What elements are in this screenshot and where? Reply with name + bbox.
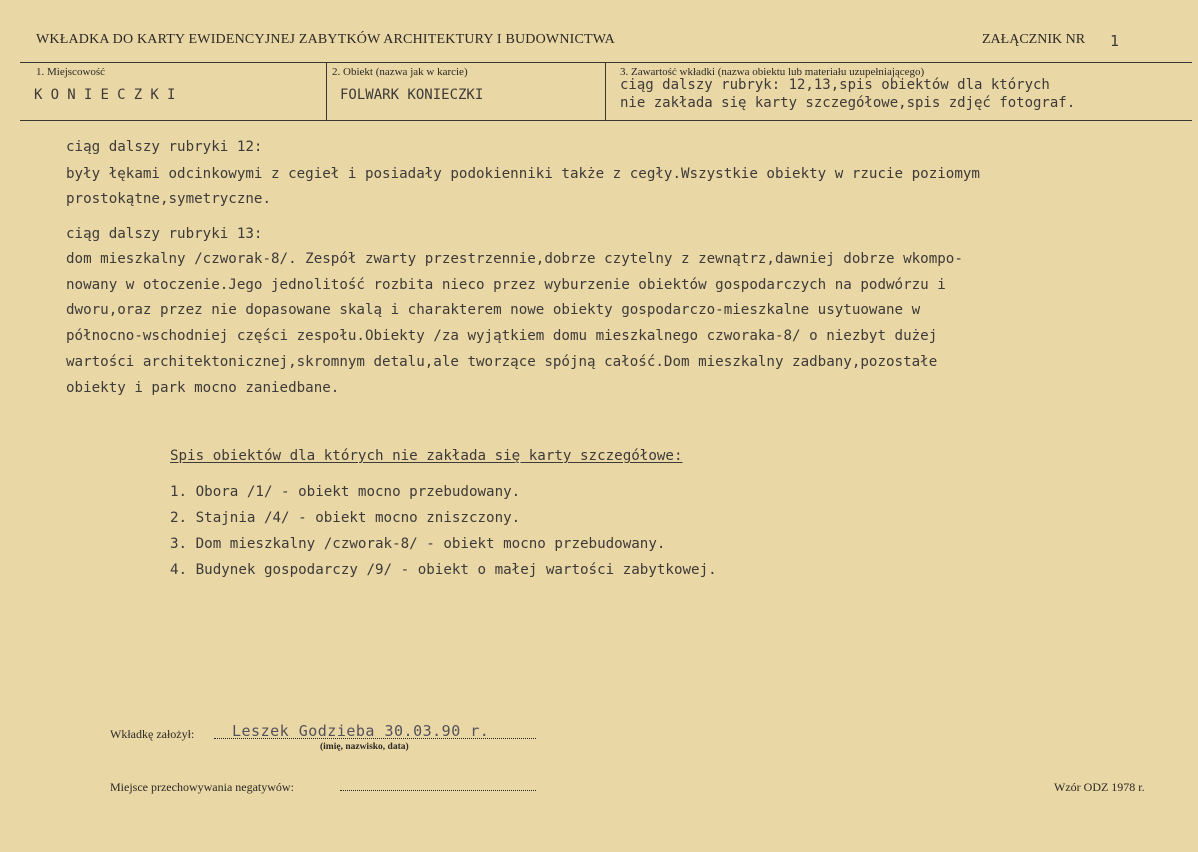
body-line: ciąg dalszy rubryki 12:	[66, 139, 263, 155]
contents-label: 3. Zawartość wkładki (nazwa obiektu lub materiału uzupełniającego)	[620, 66, 925, 78]
negatives-label: Miejsce przechowywania negatywów:	[110, 780, 294, 794]
list-heading: Spis obiektów dla których nie zakłada się karty szczegółowe:	[170, 448, 683, 464]
list-item: 2. Stajnia /4/ - obiekt mocno zniszczony.	[170, 510, 521, 526]
body-line: były łękami odcinkowymi z cegieł i posiadały podokienniki także z cegły.Wszystkie obiekty w rzucie poziomym	[66, 166, 980, 182]
field-separator-2	[605, 62, 606, 120]
body-line: dom mieszkalny /czworak-8/. Zespół zwarty przestrzennie,dobrze czytelny z zewnątrz,dawniej dobrze wkompo-	[66, 251, 963, 267]
annex-number: 1	[1110, 32, 1120, 50]
list-item: 3. Dom mieszkalny /czworak-8/ - obiekt mocno przebudowany.	[170, 536, 666, 552]
form-code: Wzór ODZ 1978 r.	[1054, 780, 1145, 794]
locality-label: 1. Miejscowość	[36, 66, 106, 78]
list-item: 4. Budynek gospodarczy /9/ - obiekt o małej wartości zabytkowej.	[170, 562, 717, 578]
locality-value: KONIECZKI	[34, 87, 184, 103]
body-line: prostokątne,symetryczne.	[66, 191, 271, 207]
body-line: dworu,oraz przez nie dopasowane skalą i charakterem nowe obiekty gospodarczo-mieszkalne usytuowane w	[66, 302, 921, 318]
field-separator-1	[326, 62, 327, 120]
list-item: 1. Obora /1/ - obiekt mocno przebudowany.	[170, 484, 521, 500]
object-value: FOLWARK KONIECZKI	[340, 87, 484, 103]
object-label: 2. Obiekt (nazwa jak w karcie)	[332, 66, 468, 78]
body-line: nowany w otoczenie.Jego jednolitość rozbita nieco przez wyburzenie obiektów gospodarczych na podwórzu i	[66, 277, 946, 293]
body-line: obiekty i park mocno zaniedbane.	[66, 380, 340, 396]
body-line: ciąg dalszy rubryki 13:	[66, 226, 263, 242]
negatives-dotted-line	[340, 790, 536, 791]
contents-value-line: ciąg dalszy rubryk: 12,13,spis obiektów dla których	[620, 77, 1050, 93]
body-line: północno-wschodniej części zespołu.Obiekty /za wyjątkiem domu mieszkalnego czworaka-8/ o niezbyt dużej	[66, 328, 938, 344]
made-by-value: Leszek Godzieba 30.03.90 r.	[232, 722, 490, 740]
form-title: WKŁADKA DO KARTY EWIDENCYJNEJ ZABYTKÓW ARCHITEKTURY I BUDOWNICTWA	[36, 32, 615, 47]
made-by-caption: (imię, nazwisko, data)	[320, 742, 409, 752]
header-rule-top	[20, 62, 1192, 63]
annex-label: ZAŁĄCZNIK NR	[982, 32, 1086, 47]
header-rule-bottom	[20, 120, 1192, 121]
body-line: wartości architektonicznej,skromnym detalu,ale tworzące spójną całość.Dom mieszkalny zadbany,pozostałe	[66, 354, 938, 370]
contents-value-line: nie zakłada się karty szczegółowe,spis zdjęć fotograf.	[620, 95, 1076, 111]
made-by-label: Wkładkę założył:	[110, 727, 195, 741]
